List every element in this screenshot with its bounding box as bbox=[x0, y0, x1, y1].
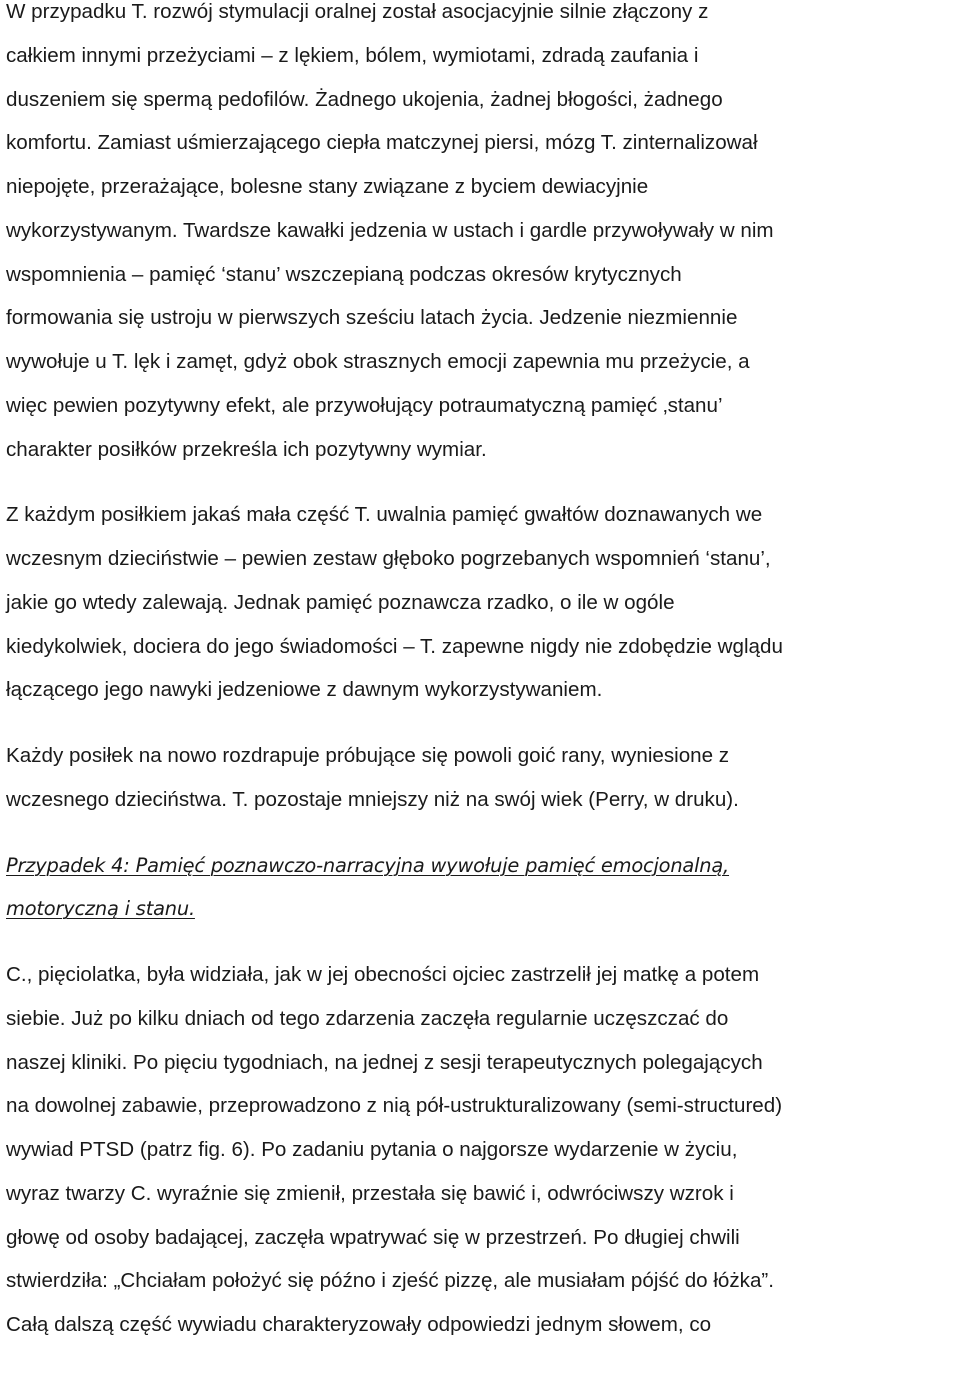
text-line: W przypadku T. rozwój stymulacji oralnej został asocjacyjnie silnie złączony z bbox=[6, 0, 709, 23]
text-line: niepojęte, przerażające, bolesne stany związane z byciem dewiacyjnie bbox=[6, 175, 649, 198]
paragraph-spacer bbox=[6, 822, 960, 844]
text-line: łączącego jego nawyki jedzeniowe z dawnym wykorzystywaniem. bbox=[6, 678, 603, 702]
text-line: Całą dalszą część wywiadu charakteryzowały odpowiedzi jednym słowem, co bbox=[6, 1313, 712, 1336]
paragraph-meal-memory bbox=[6, 493, 960, 712]
text-line: więc pewien pozytywny efekt, ale przywołujący potraumatyczną pamięć ‚stanu’ bbox=[6, 393, 723, 417]
text-line: komfortu. Zamiast uśmierzającego ciepła matczynej piersi, mózg T. zinternalizował bbox=[6, 131, 758, 155]
text-line: na dowolnej zabawie, przeprowadzono z nią pół-ustrukturalizowany (semi-structured) bbox=[6, 1094, 783, 1118]
text-line: wczesnym dzieciństwie – pewien zestaw głęboko pogrzebanych wspomnień ‘stanu’, bbox=[6, 547, 771, 570]
paragraph-spacer bbox=[6, 712, 960, 734]
text-line: charakter posiłków przekreśla ich pozytywny wymiar. bbox=[6, 437, 487, 461]
text-line: wywołuje u T. lęk i zamęt, gdyż obok strasznych emocji zapewnia mu przeżycie, a bbox=[6, 350, 750, 373]
text-line: Z każdym posiłkiem jakaś mała część T. uwalnia pamięć gwałtów doznawanych we bbox=[6, 503, 763, 527]
text-line: wyraz twarzy C. wyraźnie się zmienił, przestała się bawić i, odwróciwszy wzrok i bbox=[6, 1181, 734, 1205]
paragraph-spacer bbox=[6, 471, 960, 493]
text-line: wczesnego dzieciństwa. T. pozostaje mniejszy niż na swój wiek (Perry, w druku). bbox=[6, 787, 739, 811]
text-line: C., pięciolatka, była widziała, jak w jej obecności ojciec zastrzelił jej matkę a potem bbox=[6, 963, 760, 986]
document-page bbox=[6, 0, 960, 1347]
text-line: wspomnienia – pamięć ‘stanu’ wszczepianą podczas okresów krytycznych bbox=[6, 262, 682, 286]
text-line: siebie. Już po kilku dniach od tego zdarzenia zaczęła regularnie uczęszczać do bbox=[6, 1006, 729, 1030]
text-line: duszeniem się spermą pedofilów. Żadnego ukojenia, żadnej błogości, żadnego bbox=[6, 87, 723, 111]
text-line: Każdy posiłek na nowo rozdrapuje próbujące się powoli goić rany, wyniesione z bbox=[6, 744, 730, 767]
text-line: wywiad PTSD (patrz fig. 6). Po zadaniu pytania o najgorsze wydarzenie w życiu, bbox=[6, 1138, 738, 1161]
paragraph-every-meal bbox=[6, 734, 960, 822]
heading-line: motoryczną i stanu. bbox=[6, 897, 195, 921]
paragraph-case-c bbox=[6, 953, 960, 1347]
text-line: głowę od osoby badającej, zaczęła wpatrywać się w przestrzeń. Po długiej chwili bbox=[6, 1225, 740, 1249]
text-line: całkiem innymi przeżyciami – z lękiem, bólem, wymiotami, zdradą zaufania i bbox=[6, 43, 699, 67]
text-line: wykorzystywanym. Twardsze kawałki jedzenia w ustach i gardle przywoływały w nim bbox=[6, 218, 774, 242]
paragraph-case-t-oral-stimulation bbox=[6, 0, 960, 471]
text-line: kiedykolwiek, dociera do jego świadomości – T. zapewne nigdy nie zdobędzie wglądu bbox=[6, 634, 783, 658]
paragraph-spacer bbox=[6, 931, 960, 953]
text-line: formowania się ustroju w pierwszych sześciu latach życia. Jedzenie niezmiennie bbox=[6, 306, 738, 330]
case-4-heading bbox=[6, 844, 960, 932]
text-line: naszej kliniki. Po pięciu tygodniach, na jednej z sesji terapeutycznych polegających bbox=[6, 1050, 763, 1074]
heading-line: Przypadek 4: Pamięć poznawczo-narracyjna wywołuje pamięć emocjonalną, bbox=[6, 853, 730, 877]
text-line: stwierdziła: „Chciałam położyć się późno i zjeść pizzę, ale musiałam pójść do łóżka”. bbox=[6, 1269, 774, 1293]
text-line: jakie go wtedy zalewają. Jednak pamięć poznawcza rzadko, o ile w ogóle bbox=[6, 590, 675, 614]
